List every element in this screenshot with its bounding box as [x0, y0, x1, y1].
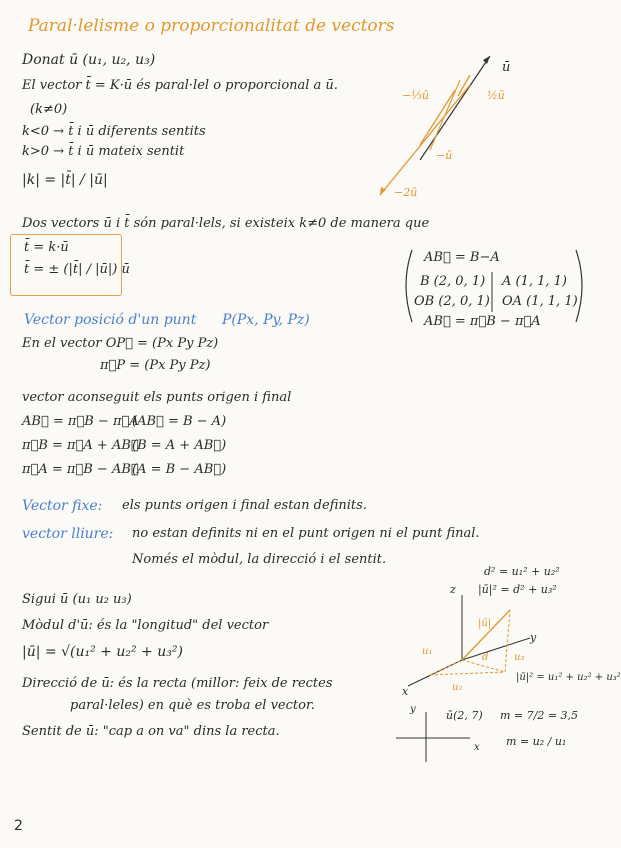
left-paren [406, 250, 412, 322]
relation-2a: π⃗B = π⃗A + AB⃗ [22, 438, 139, 453]
label-minus-u: −ū [436, 149, 453, 162]
fixe-text: els punts origen i final estan definits. [122, 498, 367, 513]
label-half-u: ½ū [487, 89, 505, 102]
u3-label: u₃ [514, 652, 525, 663]
u1-segment [430, 660, 462, 675]
page-number: 2 [14, 818, 23, 834]
relation-1b: (AB⃗ = B − A) [132, 414, 227, 429]
lliure-label: vector lliure: [22, 526, 114, 542]
ab-a: A (1, 1, 1) [502, 274, 568, 289]
relation-3b: (A = B − AB⃗) [132, 462, 227, 477]
minus-u-arrow [430, 80, 460, 150]
lliure-text: no estan definits ni en el punt origen ni el punt final. [132, 526, 480, 541]
formula-2: t̄ = ± (|t̄| / |ū|) ū [24, 262, 130, 277]
z-label: z [450, 583, 456, 596]
k-positive: k>0 → t̄ i ū mateix sentit [22, 144, 185, 159]
position-line-2: π⃗P = (Px Py Pz) [100, 358, 211, 373]
k-modulus: |k| = |t̄| / |ū| [22, 172, 108, 188]
relation-3a: π⃗A = π⃗B − AB⃗ [22, 462, 139, 477]
slope-m1: m = 7/2 = 3,5 [500, 709, 579, 722]
u3-segment [505, 610, 510, 672]
direccio-def-2: paral·leles) en què es troba el vector. [70, 698, 315, 713]
sentit-def: Sentit de ū: "cap a on va" dins la recta. [22, 724, 280, 739]
d-squared: d² = u₁² + u₂² [484, 565, 560, 578]
lliure-text-2: Només el mòdul, la direcció i el sentit. [132, 552, 387, 567]
position-line-3: vector aconseguit els punts origen i final [22, 390, 292, 405]
k-negative: k<0 → t̄ i ū diferents sentits [22, 124, 206, 139]
right-paren [576, 250, 582, 322]
position-heading: Vector posició d'un punt [24, 312, 197, 328]
modul-formula: |ū| = √(u₁² + u₂² + u₃²) [22, 644, 183, 660]
ab-b: B (2, 0, 1) [420, 274, 486, 289]
slope-y: y [410, 704, 416, 715]
x-label: x [402, 685, 409, 698]
slope-x: x [474, 742, 480, 753]
k-condition: (k≠0) [30, 102, 68, 117]
u2-segment [430, 672, 505, 675]
relation-2b: (B = A + AB⃗) [132, 438, 227, 453]
u1-label: u₁ [422, 646, 433, 657]
y-label: y [530, 631, 537, 644]
u-arrow-head [483, 56, 490, 64]
position-point: P(Px, Py, Pz) [222, 312, 310, 328]
ab-top: AB⃗ = B−A [424, 250, 500, 265]
position-line-1: En el vector OP⃗ = (Px Py Pz) [22, 336, 219, 351]
modul-given: Sigui ū (u₁ u₂ u₃) [22, 592, 132, 607]
parallel-statement: Dos vectors ū i t̄ són paral·lels, si existeix k≠0 de manera que [22, 216, 430, 231]
mod-full: |ū|² = u₁² + u₂² + u₃² [516, 672, 621, 683]
definition-line: El vector t̄ = K·ū és paral·lel o proporcional a ū. [22, 78, 338, 93]
page-title: Paral·lelisme o proporcionalitat de vectors [28, 16, 395, 36]
label-minus-2u: −2ū [394, 186, 418, 199]
given-vector: Donat ū (u₁, u₂, u₃) [22, 52, 156, 68]
u2-label: u₂ [452, 682, 463, 693]
ab-bottom: AB⃗ = π⃗B − π⃗A [424, 314, 541, 329]
fixe-label: Vector fixe: [22, 498, 103, 514]
label-u: ū [502, 60, 511, 75]
ab-ob: OB (2, 0, 1) [414, 294, 490, 309]
slope-m2: m = u₂ / u₁ [506, 735, 567, 748]
u-arrow [420, 56, 490, 160]
direccio-def: Direcció de ū: és la recta (millor: feix de rectes [22, 676, 333, 691]
u3d-label: |ū| [478, 618, 492, 629]
mod-squared: |ū|² = d² + u₃² [478, 583, 557, 596]
slope-vector: ū(2, 7) [446, 709, 483, 722]
d-label: d [482, 652, 489, 663]
relation-1a: AB⃗ = π⃗B − π⃗A [22, 414, 139, 429]
formula-1: t̄ = k·ū [24, 240, 69, 255]
ab-oa: OA (1, 1, 1) [502, 294, 578, 309]
modul-def: Mòdul d'ū: és la "longitud" del vector [22, 618, 269, 633]
label-third-u: −⅓ū [402, 89, 429, 102]
